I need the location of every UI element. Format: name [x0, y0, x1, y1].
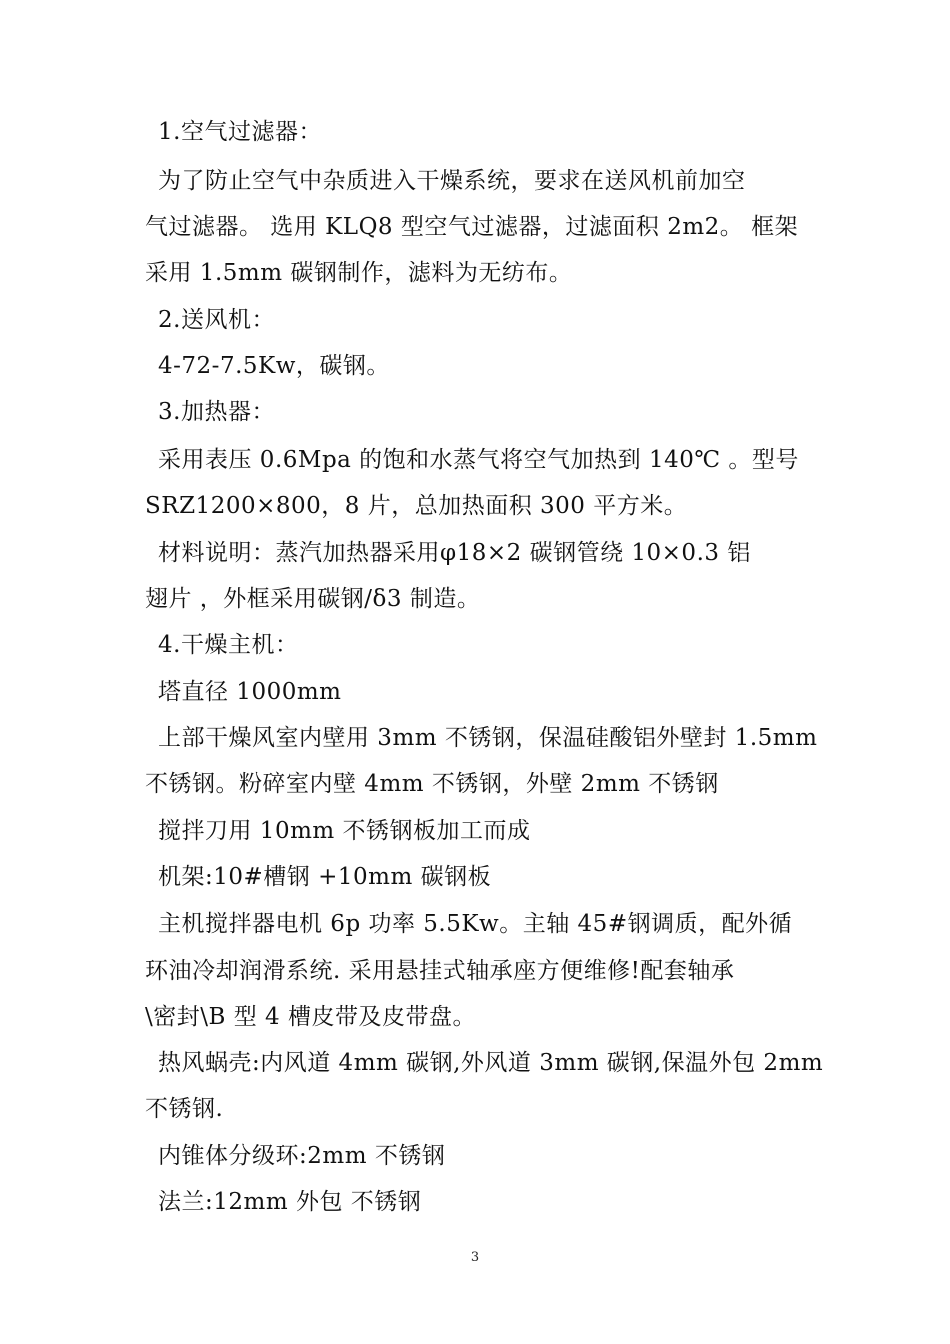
text-line: 主机搅拌器电机 6p 功率 5.5Kw。主轴 45#钢调质，配外循 [158, 911, 793, 937]
section-heading: 3.加热器： [158, 399, 275, 425]
page-number: 3 [470, 1250, 480, 1265]
text-line: 为了防止空气中杂质进入干燥系统，要求在送风机前加空 [158, 168, 746, 194]
text-line: 采用表压 0.6Mpa 的饱和水蒸气将空气加热到 140℃ 。型号 [158, 447, 799, 473]
section-heading: 2.送风机： [158, 307, 275, 333]
text-line: 上部干燥风室内壁用 3mm 不锈钢，保温硅酸铝外壁封 1.5mm [158, 725, 818, 751]
text-line: 机架:10#槽钢 +10mm 碳钢板 [158, 864, 492, 890]
text-line: 不锈钢。粉碎室内壁 4mm 不锈钢，外壁 2mm 不锈钢 [145, 771, 719, 797]
text-line: 内锥体分级环:2mm 不锈钢 [158, 1143, 446, 1169]
text-line: 热风蜗壳:内风道 4mm 碳钢,外风道 3mm 碳钢,保温外包 2mm [158, 1050, 824, 1076]
text-line: 翅片 ，外框采用碳钢/δ3 制造。 [145, 586, 481, 612]
section-heading: 1.空气过滤器： [158, 119, 322, 145]
text-line: \密封\B 型 4 槽皮带及皮带盘。 [145, 1004, 476, 1030]
text-line: 法兰:12mm 外包 不锈钢 [158, 1189, 422, 1215]
text-line: 塔直径 1000mm [158, 679, 342, 705]
text-line: 4-72-7.5Kw，碳钢。 [158, 353, 390, 379]
text-line: SRZ1200×800，8 片，总加热面积 300 平方米。 [145, 493, 688, 519]
section-heading: 4.干燥主机： [158, 632, 299, 658]
text-line: 材料说明：蒸汽加热器采用φ18×2 碳钢管绕 10×0.3 铝 [158, 540, 751, 566]
text-line: 环油冷却润滑系统. 采用悬挂式轴承座方便维修!配套轴承 [145, 958, 735, 984]
text-line: 搅拌刀用 10mm 不锈钢板加工而成 [158, 818, 531, 844]
text-line: 不锈钢. [145, 1096, 224, 1122]
text-line: 采用 1.5mm 碳钢制作，滤料为无纺布。 [145, 260, 573, 286]
text-line: 气过滤器。 选用 KLQ8 型空气过滤器，过滤面积 2m2。 框架 [145, 214, 799, 240]
